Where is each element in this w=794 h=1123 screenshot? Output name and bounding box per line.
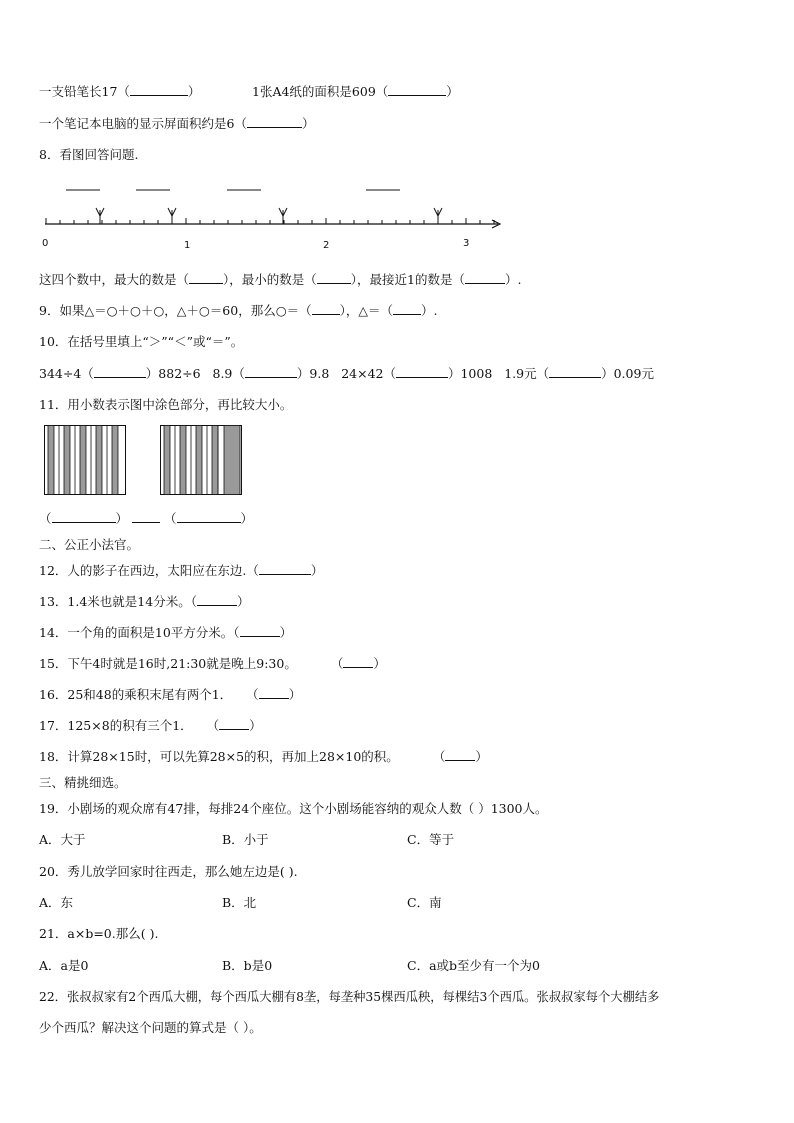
line-laptop-screen (39, 116, 314, 132)
answer-blank[interactable] (388, 84, 446, 96)
question-20: 20．秀儿放学回家时往西走，那么她左边是( ). (39, 864, 298, 879)
q19-option-a[interactable]: A．大于 (39, 832, 86, 847)
text: 12．人的影子在西边，太阳应在东边.（ (39, 563, 259, 578)
marker-arrow (279, 208, 287, 224)
shaded-strip (196, 426, 202, 495)
answer-blank[interactable] (247, 116, 302, 128)
text: （ (432, 749, 446, 764)
text: ） (236, 594, 250, 609)
question-22-line-2: 少个西瓜？解决这个问题的算式是（ ）。 (39, 1020, 262, 1035)
answer-blank[interactable] (130, 84, 188, 96)
question-8: 8．看图回答问题. (39, 147, 139, 162)
section-2-heading: 二、公正小法官。 (39, 537, 140, 552)
q20-option-c[interactable]: C．南 (407, 895, 442, 910)
answer-blank-nearest[interactable] (465, 272, 505, 284)
answer-blank-left[interactable] (52, 511, 116, 523)
question-14 (39, 625, 292, 641)
text: ）9.8 24×42（ (296, 366, 396, 381)
answer-blank[interactable] (259, 687, 289, 699)
answer-blank[interactable] (343, 656, 373, 668)
answer-blank[interactable] (197, 594, 237, 606)
question-11: 11．用小数表示图中涂色部分，再比较大小。 (39, 397, 293, 412)
answer-blank[interactable] (549, 366, 601, 378)
label-2: 2 (323, 240, 330, 251)
text: ）1008 1.9元（ (447, 366, 550, 381)
label-3: 3 (463, 238, 470, 249)
text: ） (249, 718, 262, 733)
shaded-strip (212, 426, 218, 495)
text: 这四个数中，最大的数是（ (39, 272, 190, 287)
text: （ (206, 718, 220, 733)
marker-arrow (168, 208, 176, 224)
question-9 (39, 303, 437, 319)
question-21: 21．a×b=0.那么( ). (39, 926, 159, 941)
text: （ (164, 511, 177, 526)
text: （ (39, 511, 52, 526)
marker-arrow (96, 208, 104, 224)
label-1: 1 (184, 240, 191, 251)
question-10: 10．在括号里填上“＞”“＜”或“＝”。 (39, 334, 244, 349)
text: 14．一个角的面积是10平方分米。（ (39, 625, 240, 640)
text: 一支铅笔长17（ (39, 84, 130, 99)
text: ） (115, 511, 129, 526)
text: ） (288, 687, 302, 702)
text: 一个笔记本电脑的显示屏面积约是6（ (39, 116, 247, 131)
line-a4-area (252, 84, 459, 100)
answer-blank-compare[interactable] (132, 511, 160, 523)
text: ），最小的数是（ (223, 272, 317, 287)
question-16 (39, 687, 301, 703)
answer-blank[interactable] (396, 366, 448, 378)
question-15 (39, 656, 386, 672)
answer-blank[interactable] (259, 563, 311, 575)
answer-blank[interactable] (240, 625, 280, 637)
text: 1张A4纸的面积是609（ (252, 84, 389, 99)
q21-option-c[interactable]: C．a或b至少有一个为0 (407, 958, 540, 973)
question-18 (39, 749, 488, 765)
answer-blank-triangle[interactable] (393, 303, 421, 315)
shaded-strip (96, 426, 102, 495)
ticks (46, 218, 494, 224)
text: 9．如果△＝○＋○＋○，△＋○＝60，那么○＝（ (39, 303, 312, 318)
markers (96, 208, 442, 224)
question-19: 19．小剧场的观众席有47排，每排24个座位。这个小剧场能容纳的观众人数（ ）1300人。 (39, 801, 548, 816)
answer-blank-max[interactable] (189, 272, 223, 284)
text: 17．125×8的积有三个1． (39, 718, 193, 733)
q19-option-c[interactable]: C．等于 (407, 832, 455, 847)
text: ），△＝（ (339, 303, 393, 318)
text: 15．下午4时就是16时,21:30就是晚上9:30。 (39, 656, 297, 671)
number-line-figure (40, 178, 510, 256)
question-22-line-1: 22．张叔叔家有2个西瓜大棚，每个西瓜大棚有8垄，每垄种35棵西瓜秧，每棵结3个西瓜。张叔叔家每个大棚结多 (39, 990, 660, 1004)
answer-blank[interactable] (445, 749, 475, 761)
text: ）. (505, 272, 522, 287)
question-11-answers (39, 511, 253, 527)
text: （ (246, 687, 259, 702)
shaded-strip (48, 426, 54, 495)
q21-option-a[interactable]: A．a是0 (39, 958, 89, 973)
label-0: 0 (42, 238, 49, 249)
q21-option-b[interactable]: B．b是0 (222, 958, 273, 973)
text: 16．25和48的乘积末尾有两个1． (39, 687, 233, 702)
text: ）. (421, 303, 438, 318)
text: ） (446, 84, 459, 99)
shaded-strip (80, 426, 86, 495)
text: ） (240, 511, 254, 526)
text: ） (301, 116, 315, 131)
shaded-strip (224, 426, 240, 495)
shaded-strip (64, 426, 70, 495)
text: ），最接近1的数是（ (350, 272, 465, 287)
q20-option-a[interactable]: A．东 (39, 895, 74, 910)
text: （ (330, 656, 344, 671)
question-17 (39, 718, 262, 734)
text: ） (310, 563, 324, 578)
question-8-answers (39, 272, 521, 288)
q20-option-b[interactable]: B．北 (222, 895, 257, 910)
question-12 (39, 563, 323, 579)
shaded-figure-left (44, 425, 126, 495)
text: 18．计算28×15时，可以先算28×5的积，再加上28×10的积。 (39, 749, 399, 764)
q19-option-b[interactable]: B．小于 (222, 832, 269, 847)
text: ）0.09元 (601, 366, 654, 381)
question-10-items (39, 366, 654, 382)
text: ） (475, 749, 488, 764)
shaded-strip (112, 426, 118, 495)
answer-blank-min[interactable] (317, 272, 351, 284)
answer-blank-right[interactable] (177, 511, 241, 523)
text: 344÷4（ (39, 366, 94, 381)
answer-blank[interactable] (245, 366, 297, 378)
text: ） (279, 625, 293, 640)
shaded-strip (180, 426, 186, 495)
answer-blank[interactable] (94, 366, 146, 378)
text: ） (187, 84, 201, 99)
answer-blank[interactable] (219, 718, 249, 730)
section-3-heading: 三、精挑细选。 (39, 775, 127, 790)
shaded-figure-right (160, 425, 242, 495)
question-13 (39, 594, 249, 610)
text: ）882÷6 8.9（ (145, 366, 245, 381)
marker-arrow (434, 208, 442, 224)
text: 13．1.4米也就是14分米。（ (39, 594, 197, 609)
text: ） (373, 656, 386, 671)
shaded-strip (164, 426, 170, 495)
answer-blank-circle[interactable] (312, 303, 340, 315)
line-pencil-length (39, 84, 200, 100)
